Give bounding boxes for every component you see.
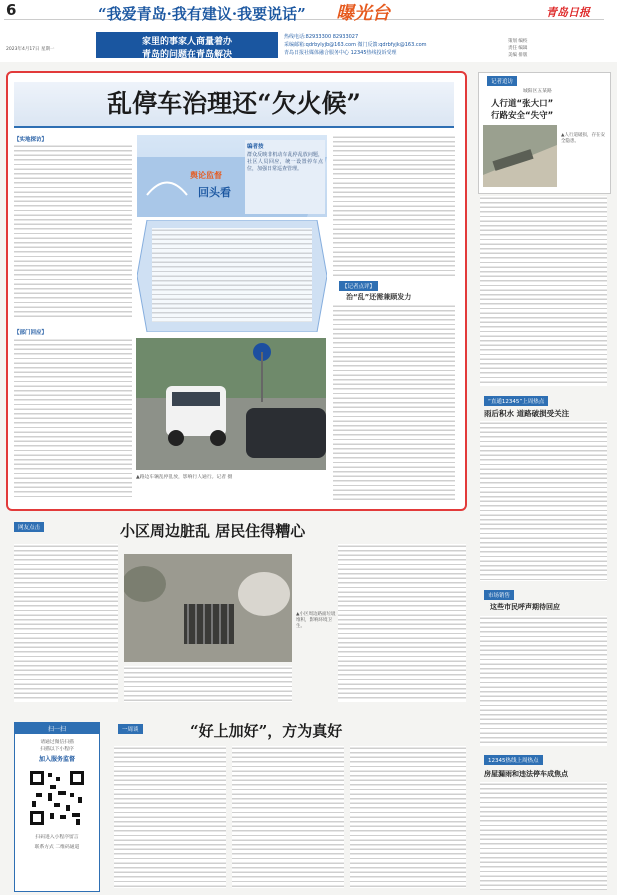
editor-box-label: 编者按: [247, 144, 264, 150]
badge-logo: 舆论监督: [190, 171, 222, 180]
lead-subhead-tag: 【记者点评】: [339, 281, 378, 291]
brand-mark: 曝光台: [336, 3, 390, 24]
staff-2: 责任 编辑: [508, 46, 528, 51]
badge-title: 回头看: [198, 186, 231, 199]
sidebar-bottom-label: 12345热线上周热点: [484, 755, 543, 765]
date-line: 2023年4月17日 星期一: [6, 47, 55, 52]
motto-line-2: 青岛的问题在青岛解决: [141, 50, 232, 60]
story-two-photo: [124, 554, 292, 662]
sidebar-bottom-title: 房屋漏雨和违法停车成焦点: [484, 770, 568, 778]
story-two-photo-graphic: [124, 554, 292, 662]
lead-text-col-1b: [14, 338, 132, 498]
sidebar-text-3: [480, 616, 607, 746]
sidebar-photo-graphic: [483, 125, 557, 187]
motto-line-1: 家里的事家人商量着办: [141, 37, 232, 47]
staff-1: 策划 编校: [508, 39, 528, 44]
sidebar-text-4: [480, 782, 607, 890]
sidebar-top-title-1: 人行道“张大口”: [491, 99, 554, 109]
promo-line-3: 加入服务监督: [38, 756, 75, 763]
lead-photo-graphic: [136, 338, 326, 470]
story-three-headline: “好上加好”，方为真好: [190, 722, 343, 740]
sidebar-low-label: 市场销售: [484, 590, 514, 600]
editor-box: [245, 140, 325, 214]
story-two-text-3: [338, 544, 466, 702]
masthead: [0, 0, 617, 62]
story-three-text-2: [232, 746, 344, 888]
lead-photo-caption: ▲路边车辆乱停乱放，影响行人通行。记者 摄: [136, 475, 233, 480]
lead-headline: 乱停车治理还“欠火候”: [107, 89, 361, 118]
editor-box-text: 群众反映非机动车乱停乱放问题，社区人员回应，统一设置停车点位，加强日常巡查管理。: [247, 152, 323, 172]
page-number: 6: [6, 1, 17, 19]
sidebar-text-2: [480, 421, 607, 581]
hotline-2: 采编邮箱:qdrbylyjb@163.com 微门反馈:qdrbfyjk@163.com: [284, 42, 427, 48]
sidebar-top-sub: 城阳区五某路: [523, 89, 552, 94]
promo-line-4: 扫码进入小程序留言: [35, 835, 79, 840]
story-three-label: 一周谈: [118, 724, 143, 734]
sidebar-top-photo: [483, 125, 557, 187]
story-two-caption: ▲小区周边路面垃圾堆积，影响环境卫生。: [296, 612, 336, 629]
sidebar-top-title-2: 行路安全“失守”: [491, 111, 554, 121]
staff-3: 美编 排版: [508, 53, 528, 58]
promo-line-2: 扫描以下小程序: [40, 747, 74, 752]
sidebar-top: [478, 72, 611, 194]
promo-box: [14, 722, 100, 892]
lead-subhead: 治“乱”还需兼顾发力: [346, 293, 412, 301]
lead-headline-banner: [14, 82, 454, 128]
staff-list: [508, 38, 608, 59]
sidebar-mid-title: 雨后积水 道路破损受关注: [484, 409, 570, 418]
lead-text-col-3b: [333, 304, 455, 500]
lead-text-col-3: [333, 135, 455, 277]
qr-code[interactable]: [28, 769, 86, 827]
newspaper-logo: 青岛日报: [546, 6, 590, 19]
motto-banner: [96, 32, 278, 58]
lead-photo: [136, 338, 326, 470]
promo-bottom: 联系方式 二维码通道: [34, 845, 80, 850]
sidebar-text-1: [480, 196, 607, 386]
sidebar-low-title: 这些市民呼声期待回应: [490, 603, 560, 611]
story-two-headline: 小区周边脏乱 居民住得糟心: [120, 522, 306, 540]
sidebar-top-label: 记者追访: [487, 76, 517, 86]
sidebar-top-caption: ▲人行道破损，存在安全隐患。: [561, 133, 605, 144]
story-three-text-1: [114, 746, 226, 888]
promo-label: 扫一扫: [15, 723, 99, 734]
story-three-text-3: [350, 746, 466, 888]
slogan: “我爱青岛·我有建议·我要说话”: [98, 5, 306, 23]
story-two-label: 网友点击: [14, 522, 44, 532]
hotline-1: 热线电话:82933300 82933027: [284, 34, 359, 40]
lead-section-tag-2: 【部门回应】: [14, 330, 48, 336]
lead-text-col-1: [14, 144, 132, 320]
promo-line-1: 请通过微信扫描: [40, 740, 74, 745]
story-two-text-1: [14, 544, 118, 702]
qr-code-graphic: [28, 769, 86, 827]
sidebar-mid-label: “直通12345”上周热点: [484, 396, 548, 406]
story-two-text-2: [124, 666, 292, 702]
lead-section-tag: 【实地探访】: [14, 137, 48, 143]
hotline-3: 青岛日报社媒体融合服务中心 12345热线投诉受理: [284, 50, 397, 56]
hexagon-text: [152, 228, 312, 322]
